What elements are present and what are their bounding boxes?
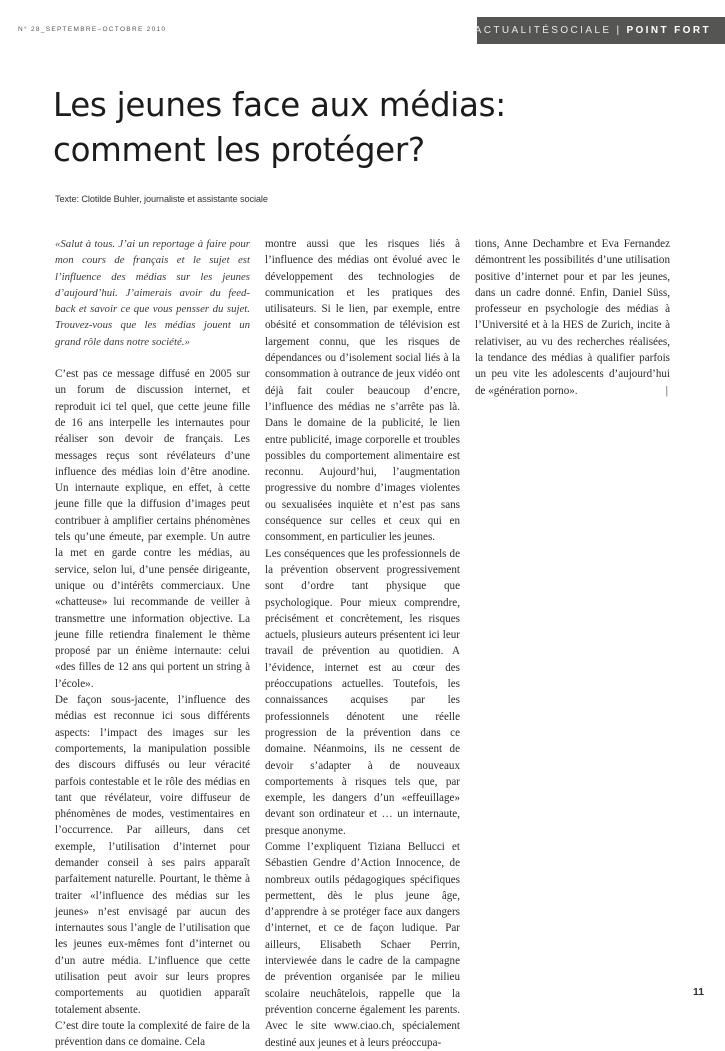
issue-info: N° 28_SEPTEMBRE–OCTOBRE 2010 bbox=[18, 26, 167, 33]
paragraph: Les conséquences que les professionnels de la prévention observent progressivement sont d’ordre tant physique que psychologique. Pour mieux comprendre, précisément et concrètement, les risques actuels, plusieurs auteurs présentent ici leur travail de prévention au quotidien. A l’évidence, internet est au cœur des préoccupations actuelles. Toutefois, les connaissances acquises par les professionnels dénotent une réelle progression de la prévention dans ce domaine. Néanmoins, ils ne cessent de devoir s’adapter à de nouveaux comportements à risques tels que, par exemple, les dangers d’un «effeuillage» devant son ordinateur et … un internaute, presque anonyme. bbox=[265, 547, 460, 837]
rubric-section: POINT FORT bbox=[626, 25, 711, 36]
paragraph: C’est dire toute la complexité de faire de la prévention dans ce domaine. Cela bbox=[55, 1019, 250, 1049]
title-line-2: comment les protéger? bbox=[53, 131, 425, 169]
paragraph-gap bbox=[55, 350, 250, 366]
column-1 bbox=[55, 236, 250, 1051]
rubric-main: ACTUALITÉSOCIALE bbox=[474, 25, 612, 36]
paragraph: De façon sous-jacente, l’influence des médias est reconnue ici sous différents aspects: l’impact des images sur les comportements, la manipulation possible des discours diffusés ou leur véracité parfois contestable et le rôle des médias en tant que révélateur, voire diffuseur de phénomènes de modes, vestimentaires en l’occurrence. Par ailleurs, dans cet exemple, l’utilisation d’internet pour demander conseil à ses pairs apparaît parfaitement naturelle. Pourtant, le thème à traiter «l’influence des médias sur les jeunes» n’est envisagé par aucun des internautes sous l’angle de l’utilisation que les jeunes eux-mêmes font d’internet ou d’un autre média. L’influence que cette utilisation peut avoir sur leurs propres comportements au quotidien apparaît totalement absente. bbox=[55, 694, 250, 1016]
column-2 bbox=[265, 236, 460, 1051]
column-3 bbox=[475, 236, 670, 399]
article-title bbox=[53, 83, 653, 173]
byline: Texte: Clotilde Buhler, journaliste et assistante sociale bbox=[55, 194, 268, 204]
paragraph: Comme l’expliquent Tiziana Bellucci et Sébastien Gendre d’Action Innocence, de nombreux outils pédagogiques spécifiques permettent, dès le plus jeune âge, d’apprendre à se protéger face aux dangers d’internet, et ce de façon ludique. Par ailleurs, Elisabeth Schaer Perrin, interviewée dans le cadre de la campagne de prévention organisée par le milieu scolaire neuchâtelois, rappelle que la prévention concerne également les parents. Avec le site www.ciao.ch, spécialement destiné aux jeunes et à leurs préoccupa- bbox=[265, 840, 460, 1049]
section-rubric bbox=[474, 17, 725, 44]
rubric-separator: | bbox=[616, 25, 622, 36]
end-of-article-mark: | bbox=[665, 384, 668, 397]
opening-quote: «Salut à tous. J’ai un reportage à faire pour mon cours de français et le sujet est l’influence des médias sur les jeunes d’aujourd’hui. J’aimerais avoir du feed-back et savoir ce que vous pensser du sujet. Trouvez-vous que les médias jouent un grand rôle dans notre société.» bbox=[55, 238, 250, 348]
paragraph: montre aussi que les risques liés à l’influence des médias ont évolué avec le développement des technologies de communication et les pratiques des utilisateurs. Si le lien, par exemple, entre obésité et consommation de télévision est largement connu, que les risques de dépendances ou d’isolement social liés à la consommation à outrance de jeux vidéo ont déjà fait couler beaucoup d’encre, l’influence des médias ne s’arrête pas là. Dans le domaine de la publicité, le lien entre publicité, image corporelle et troubles possibles du comportement alimentaire est reconnu. Aujourd’hui, l’augmentation progressive du nombre d’images violentes ou sexualisées inquiète et n’est pas sans conséquence sur celles et ceux qui en consomment, en particulier les jeunes. bbox=[265, 238, 460, 544]
title-line-1: Les jeunes face aux médias: bbox=[53, 86, 506, 124]
paragraph: C’est pas ce message diffusé en 2005 sur un forum de discussion internet, et reproduit ici tel quel, que cette jeune fille de 16 ans interpelle les internautes pour réaliser son devoir de français. Les messages reçus sont révélateurs d’une influence des médias loin d’être anodine. Un internaute explique, en effet, à cette jeune fille que la diffusion d’images peut contribuer à amplifier certains phénomènes tels qu’une émeute, par exemple. Un autre la met en garde contre les médias, au service, selon lui, d’une pensée dirigeante, unique ou d’intérêts commerciaux. Une «chatteuse» lui recommande de veiller à transmettre une information objective. La jeune fille retiendra finalement le thème proposé par un énième internaute: celui «des filles de 12 ans qui portent un string à l’école». bbox=[55, 368, 250, 690]
paragraph: tions, Anne Dechambre et Eva Fernandez démontrent les possibilités d’une utilisation positive d’internet pour et par les jeunes, dans un cadre donné. Enfin, Daniel Süss, professeur en psychologie des médias à l’Université et à la HES de Zurich, incite à relativiser, au vu des recherches réalisées, la tendance des médias à qualifier parfois un peu vite les adolescents d’aujourd’hui de «génération porno». bbox=[475, 238, 670, 397]
page-number: 11 bbox=[693, 986, 705, 998]
